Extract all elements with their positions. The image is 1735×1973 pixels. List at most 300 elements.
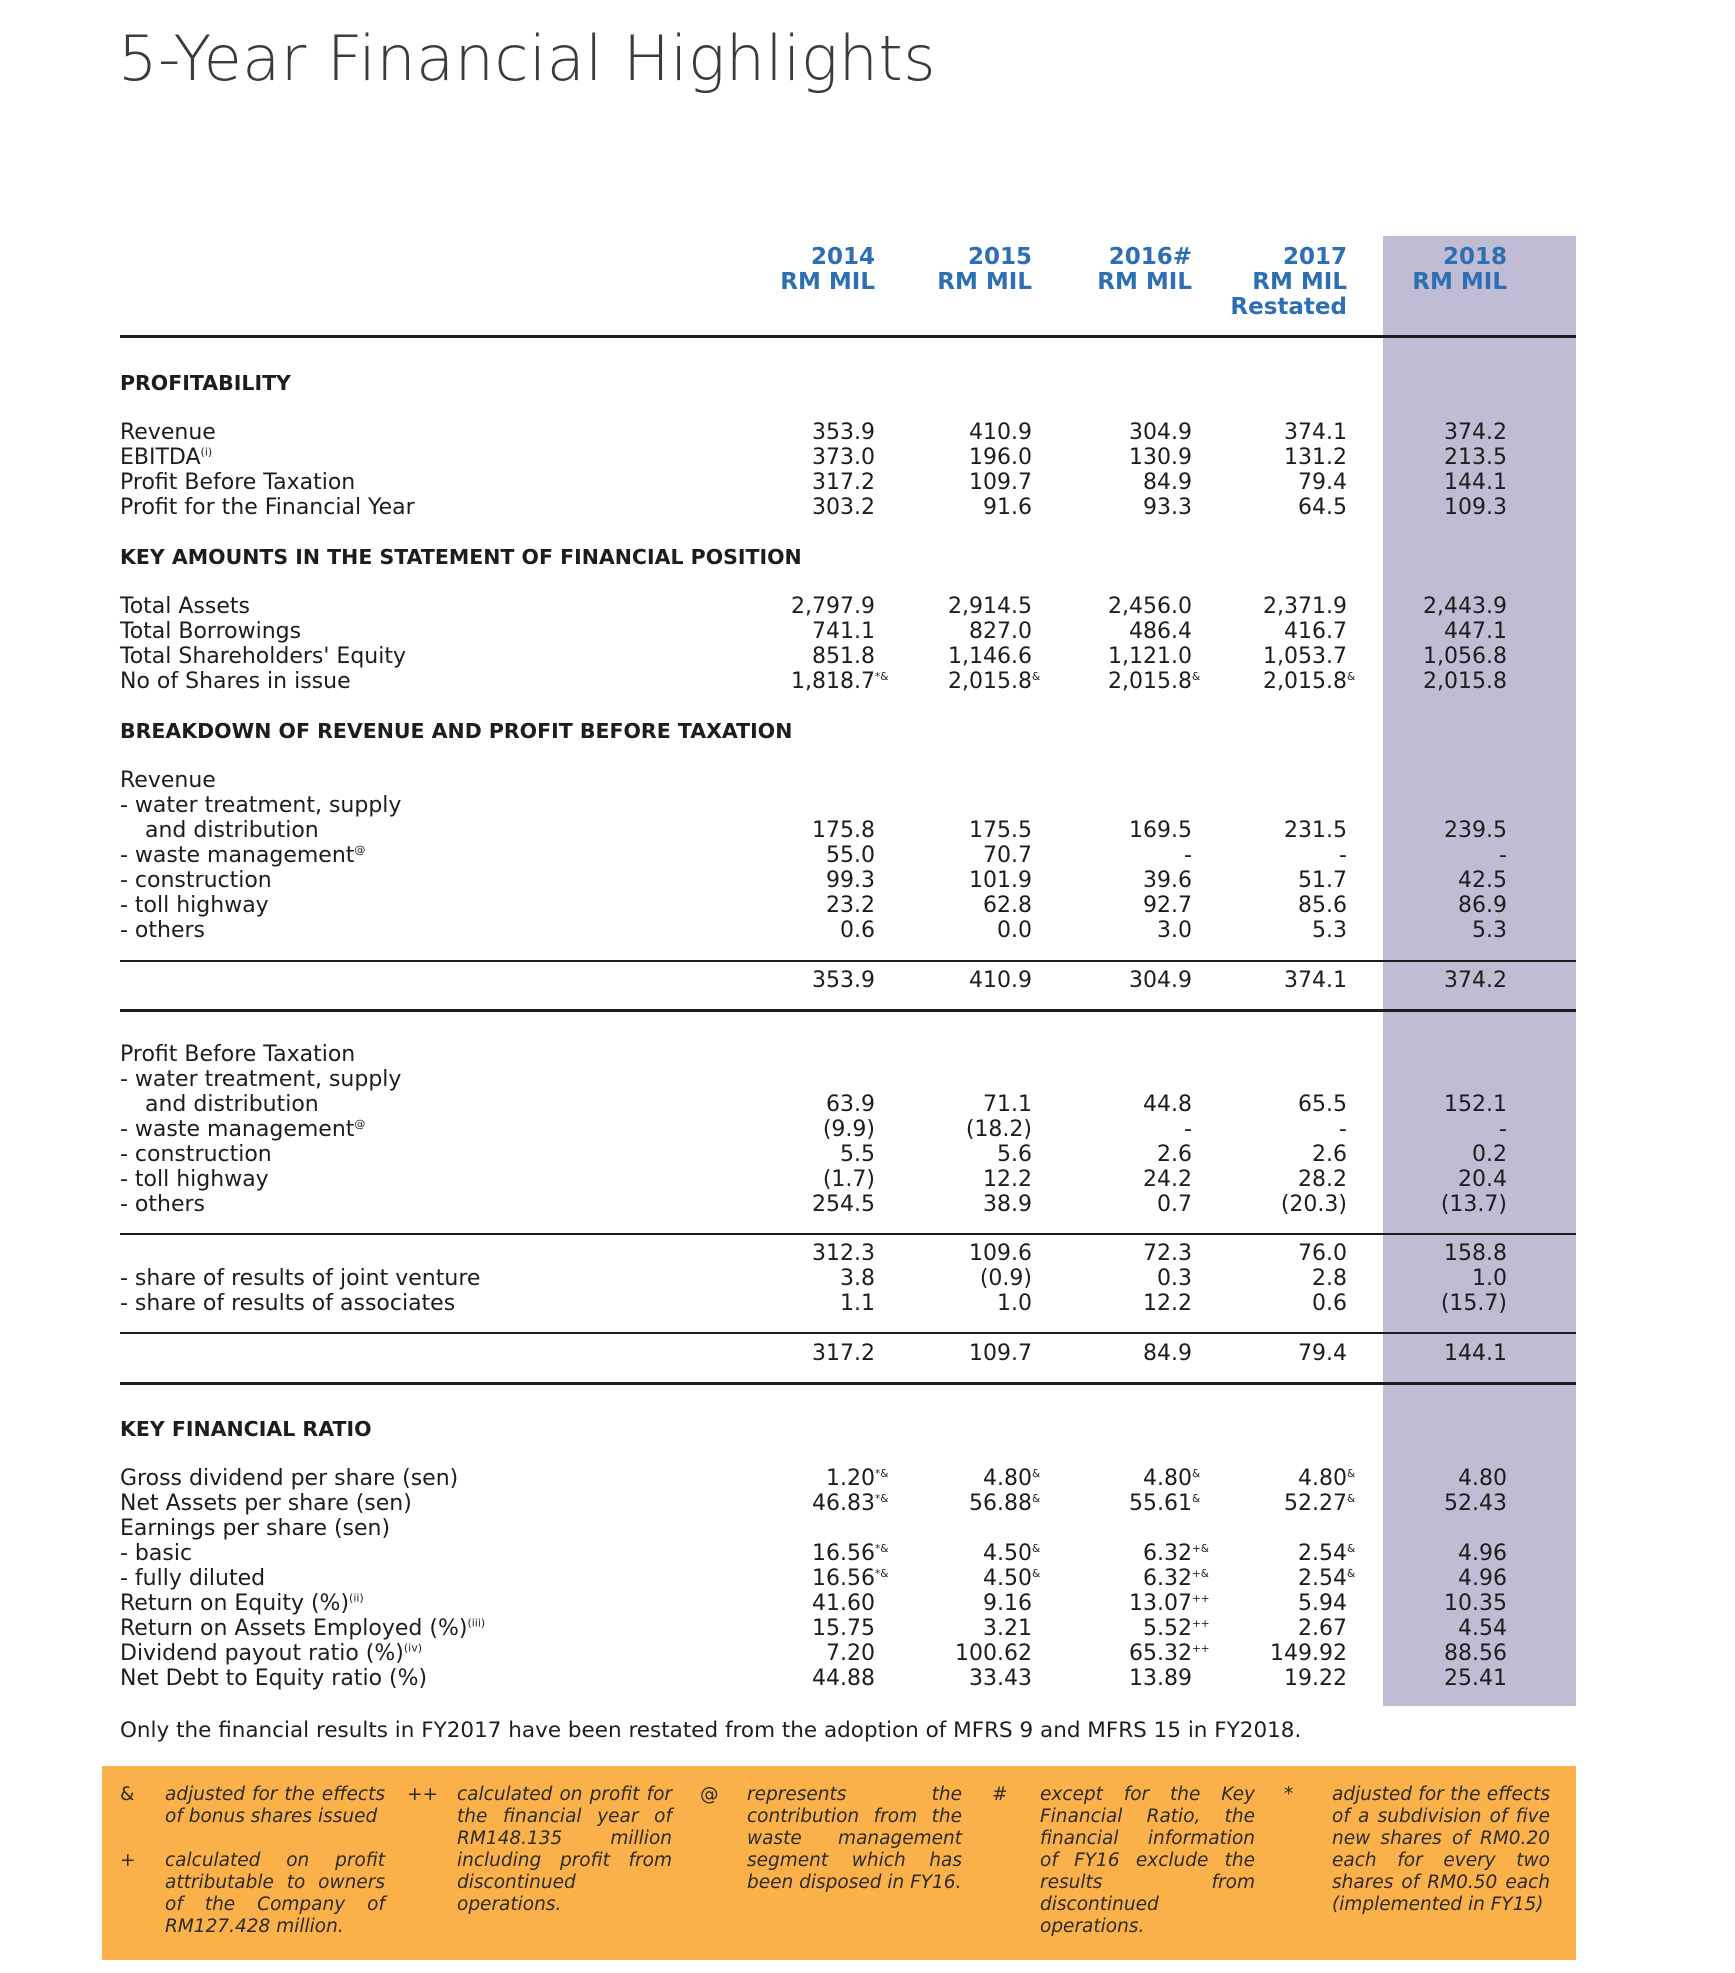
value-cell: 46.83*&: [812, 1491, 889, 1516]
footnote-text: [165, 1784, 385, 1828]
value-cell: [705, 893, 875, 918]
footnote-text: [1040, 1784, 1255, 1938]
value-text: 1,121.0: [1108, 644, 1192, 669]
label-text: - others: [120, 918, 206, 943]
value-text: 2.6: [1157, 1142, 1192, 1167]
value-text: 254.5: [812, 1192, 875, 1217]
value-cell: [1177, 1092, 1347, 1117]
value-cell: [705, 1092, 875, 1117]
value-cell: [705, 1241, 875, 1266]
value-text: 4.80: [1298, 1466, 1347, 1491]
value-text: 4.80: [983, 1466, 1032, 1491]
value-text: 131.2: [1284, 445, 1347, 470]
footnote-symbol: #: [992, 1784, 1008, 1805]
value-text: 447.1: [1444, 619, 1507, 644]
row-label: [120, 1491, 412, 1516]
value-text: 20.4: [1458, 1167, 1507, 1192]
value-cell: [705, 1167, 875, 1192]
value-cell: [705, 1616, 875, 1641]
value-cell: 52.27&: [1284, 1491, 1356, 1516]
value-text: 71.1: [983, 1092, 1032, 1117]
value-cell: [1022, 1092, 1192, 1117]
value-cell: [1177, 619, 1347, 644]
value-text: 416.7: [1284, 619, 1347, 644]
value-text: 312.3: [812, 1241, 875, 1266]
value-cell: [1022, 1192, 1192, 1217]
value-cell: [1177, 1167, 1347, 1192]
value-text: 5.94: [1298, 1591, 1347, 1616]
value-text: 44.88: [812, 1666, 875, 1691]
value-cell: [1022, 644, 1192, 669]
value-cell: [862, 968, 1032, 993]
label-text: Net Debt to Equity ratio (%): [120, 1666, 428, 1691]
value-cell: [1022, 1516, 1192, 1541]
value-text: -: [1339, 843, 1347, 868]
row-label: [120, 893, 269, 918]
value-cell: [862, 1167, 1032, 1192]
breakdown-heading: [120, 1042, 355, 1067]
value-cell: [1177, 1341, 1347, 1366]
value-text: 76.0: [1298, 1241, 1347, 1266]
value-text: -: [1339, 1117, 1347, 1142]
value-text: 42.5: [1458, 868, 1507, 893]
value-cell: [705, 445, 875, 470]
column-unit: RM MIL: [780, 269, 875, 295]
footnote-symbol: @: [700, 1784, 719, 1805]
value-cell: [1337, 1616, 1507, 1641]
value-cell: [1177, 1516, 1347, 1541]
row-label: [120, 1067, 401, 1092]
value-cell: [1022, 445, 1192, 470]
value-text: 317.2: [812, 1341, 875, 1366]
footnote-text: [165, 1850, 385, 1938]
value-cell: [1177, 1192, 1347, 1217]
value-text: 0.2: [1472, 1142, 1507, 1167]
value-cell: [1177, 868, 1347, 893]
value-cell: [705, 843, 875, 868]
value-text: 33.43: [969, 1666, 1032, 1691]
value-text: 6.32: [1143, 1541, 1192, 1566]
value-text: 25.41: [1444, 1666, 1507, 1691]
value-text: 7.20: [826, 1641, 875, 1666]
value-text: 100.62: [955, 1641, 1032, 1666]
value-text: 2,456.0: [1108, 594, 1192, 619]
value-cell: [862, 1266, 1032, 1291]
value-cell: [1022, 495, 1192, 520]
breakdown-heading: [120, 768, 216, 793]
value-text: 1.0: [997, 1291, 1032, 1316]
value-cell: [1337, 1291, 1507, 1316]
value-cell: [705, 619, 875, 644]
value-text: 109.7: [969, 1341, 1032, 1366]
value-text: 1.1: [840, 1291, 875, 1316]
value-cell: 6.32+&: [1143, 1541, 1209, 1566]
value-text: 92.7: [1143, 893, 1192, 918]
label-footnote-mark: @: [354, 1117, 366, 1131]
value-cell: [1022, 818, 1192, 843]
value-text: 13.89: [1129, 1666, 1192, 1691]
value-cell: [862, 495, 1032, 520]
value-cell: [705, 1666, 875, 1691]
label-text: Revenue: [120, 768, 216, 793]
footnote-paragraph: calculated on profit attributable to owners of the Company of RM127.428 million.: [165, 1850, 385, 1937]
value-text: 99.3: [826, 868, 875, 893]
value-text: 5.5: [840, 1142, 875, 1167]
value-text: 0.0: [997, 918, 1032, 943]
label-text: Return on Equity (%): [120, 1591, 350, 1616]
value-text: 353.9: [812, 420, 875, 445]
label-text: - construction: [120, 868, 272, 893]
value-text: 2,015.8: [1263, 669, 1347, 694]
row-label: [120, 1516, 390, 1541]
value-cell: [1177, 1241, 1347, 1266]
value-text: 4.96: [1458, 1566, 1507, 1591]
value-cell: 16.56*&: [812, 1541, 889, 1566]
value-text: 2,015.8: [1108, 669, 1192, 694]
value-cell: [862, 1092, 1032, 1117]
label-footnote-mark: @: [354, 843, 366, 857]
row-label: [120, 793, 401, 818]
label-footnote-mark: (ii): [349, 1591, 364, 1605]
header-divider: [120, 335, 1576, 338]
label-text: and distribution: [145, 818, 319, 843]
row-label: [120, 470, 355, 495]
value-cell: [1022, 918, 1192, 943]
value-cell: 2,015.8&: [1263, 669, 1356, 694]
value-cell: 65.32++: [1129, 1641, 1210, 1666]
value-text: 65.32: [1129, 1641, 1192, 1666]
value-cell: [1337, 868, 1507, 893]
value-text: 93.3: [1143, 495, 1192, 520]
revenue-subtotal-rule: [120, 960, 1576, 962]
value-text: 374.2: [1444, 968, 1507, 993]
row-label: [120, 495, 415, 520]
row-label: [120, 1466, 458, 1491]
value-text: 51.7: [1298, 868, 1347, 893]
value-text: 239.5: [1444, 818, 1507, 843]
row-label: [120, 1117, 365, 1142]
value-cell: [1337, 1192, 1507, 1217]
section-ratio: KEY FINANCIAL RATIO: [120, 1417, 372, 1441]
value-text: 851.8: [812, 644, 875, 669]
value-cell: [1022, 470, 1192, 495]
value-text: 175.8: [812, 818, 875, 843]
value-cell: [705, 1591, 875, 1616]
value-text: 10.35: [1444, 1591, 1507, 1616]
value-text: 46.83: [812, 1491, 875, 1516]
row-label: [120, 594, 250, 619]
value-text: 63.9: [826, 1092, 875, 1117]
value-cell: [862, 1666, 1032, 1691]
value-text: 9.16: [983, 1591, 1032, 1616]
value-cell: [1022, 619, 1192, 644]
value-cell: [1177, 1641, 1347, 1666]
column-header-2017: [1177, 245, 1347, 320]
value-text: 38.9: [983, 1192, 1032, 1217]
value-cell: [1022, 1142, 1192, 1167]
footnotes-box: [102, 1766, 1576, 1960]
value-cell: [1177, 893, 1347, 918]
value-cell: [1177, 1117, 1347, 1142]
value-text: 85.6: [1298, 893, 1347, 918]
value-cell: [1337, 1591, 1507, 1616]
page-title: 5-Year Financial Highlights: [118, 22, 937, 95]
value-cell: [1177, 1142, 1347, 1167]
value-cell: [1337, 644, 1507, 669]
value-cell: [1337, 669, 1507, 694]
value-cell: [1022, 1241, 1192, 1266]
label-text: - construction: [120, 1142, 272, 1167]
row-label: [120, 1291, 455, 1316]
value-text: 70.7: [983, 843, 1032, 868]
value-cell: [1177, 470, 1347, 495]
value-text: 2.6: [1312, 1142, 1347, 1167]
pbt-subtotal-rule: [120, 1233, 1576, 1235]
value-cell: [705, 868, 875, 893]
label-footnote-mark: (i): [200, 445, 213, 459]
value-text: 109.6: [969, 1241, 1032, 1266]
footnote-paragraph: except for the Key Financial Ratio, the financial information of FY16 exclude the results from discontinued operations.: [1040, 1784, 1255, 1937]
value-text: 303.2: [812, 495, 875, 520]
section-key-amounts: KEY AMOUNTS IN THE STATEMENT OF FINANCIAL POSITION: [120, 545, 802, 569]
value-text: 4.80: [1458, 1466, 1507, 1491]
value-cell: [862, 1591, 1032, 1616]
row-label: [120, 1616, 485, 1641]
row-label-continued: [145, 818, 319, 843]
label-text: - waste management: [120, 1117, 355, 1142]
value-text: 2.54: [1298, 1566, 1347, 1591]
value-text: 52.43: [1444, 1491, 1507, 1516]
value-text: (0.9): [979, 1266, 1032, 1291]
column-header-2014: [705, 245, 875, 295]
value-text: 827.0: [969, 619, 1032, 644]
column-header-2015: [862, 245, 1032, 295]
value-cell: [1337, 1241, 1507, 1266]
value-cell: [1337, 1541, 1507, 1566]
value-cell: [1337, 1466, 1507, 1491]
value-text: 109.3: [1444, 495, 1507, 520]
value-cell: [1337, 420, 1507, 445]
value-text: 15.75: [812, 1616, 875, 1641]
value-cell: [1337, 843, 1507, 868]
label-footnote-mark: (iv): [403, 1641, 423, 1655]
value-text: 2,371.9: [1263, 594, 1347, 619]
value-cell: [862, 594, 1032, 619]
value-cell: 4.80&: [1298, 1466, 1356, 1491]
column-unit: RM MIL: [937, 269, 1032, 295]
value-cell: [1337, 495, 1507, 520]
value-cell: [1177, 1291, 1347, 1316]
column-unit: RM MIL: [1252, 269, 1347, 295]
row-label: [120, 1541, 192, 1566]
value-cell: [705, 1117, 875, 1142]
value-cell: [862, 445, 1032, 470]
value-text: 56.88: [969, 1491, 1032, 1516]
value-text: 149.92: [1270, 1641, 1347, 1666]
value-cell: [705, 1341, 875, 1366]
value-text: 84.9: [1143, 1341, 1192, 1366]
label-text: - water treatment, supply: [120, 793, 402, 818]
row-label: [120, 1266, 480, 1291]
label-footnote-mark: (iii): [467, 1616, 486, 1630]
value-cell: [1337, 1117, 1507, 1142]
value-text: 84.9: [1143, 470, 1192, 495]
value-cell: [1022, 1341, 1192, 1366]
footnote-symbol: ++: [407, 1784, 439, 1805]
value-text: 0.3: [1157, 1266, 1192, 1291]
value-text: -: [1499, 1117, 1507, 1142]
value-cell: [1177, 594, 1347, 619]
value-cell: [1337, 1641, 1507, 1666]
value-text: 5.3: [1312, 918, 1347, 943]
value-cell: [1177, 843, 1347, 868]
label-text: and distribution: [145, 1092, 319, 1117]
label-text: - waste management: [120, 843, 355, 868]
value-text: 16.56: [812, 1566, 875, 1591]
value-cell: 56.88&: [969, 1491, 1041, 1516]
value-text: 374.1: [1284, 420, 1347, 445]
value-text: 4.50: [983, 1541, 1032, 1566]
value-text: 79.4: [1298, 1341, 1347, 1366]
value-text: (15.7): [1440, 1291, 1507, 1316]
value-cell: [1022, 594, 1192, 619]
value-cell: 16.56*&: [812, 1566, 889, 1591]
value-text: 19.22: [1284, 1666, 1347, 1691]
value-cell: [1177, 495, 1347, 520]
value-cell: [705, 644, 875, 669]
value-cell: [705, 420, 875, 445]
value-text: 0.6: [840, 918, 875, 943]
row-label: [120, 445, 212, 470]
value-cell: [1177, 918, 1347, 943]
value-text: 6.32: [1143, 1566, 1192, 1591]
value-text: 169.5: [1129, 818, 1192, 843]
value-text: 88.56: [1444, 1641, 1507, 1666]
value-text: 2.67: [1298, 1616, 1347, 1641]
label-text: - share of results of associates: [120, 1291, 456, 1316]
value-text: 3.0: [1157, 918, 1192, 943]
value-text: -: [1499, 843, 1507, 868]
value-cell: [1337, 893, 1507, 918]
column-note: Restated: [1230, 294, 1347, 320]
value-cell: [1337, 1566, 1507, 1591]
value-text: 1,146.6: [948, 644, 1032, 669]
value-text: 1,056.8: [1423, 644, 1507, 669]
value-cell: 2.54&: [1298, 1541, 1356, 1566]
value-cell: [705, 1291, 875, 1316]
value-text: 144.1: [1444, 470, 1507, 495]
value-cell: [1177, 1616, 1347, 1641]
value-cell: [1177, 1666, 1347, 1691]
footnote-paragraph: represents the contribution from the waste management segment which has been disposed in FY16.: [747, 1784, 962, 1893]
label-text: Earnings per share (sen): [120, 1516, 391, 1541]
label-text: - water treatment, supply: [120, 1067, 402, 1092]
value-text: 101.9: [969, 868, 1032, 893]
footnote-paragraph: adjusted for the effects of bonus shares issued: [165, 1784, 385, 1827]
value-text: 16.56: [812, 1541, 875, 1566]
value-text: 2,443.9: [1423, 594, 1507, 619]
footnote-text: [457, 1784, 672, 1916]
column-year: 2017: [1282, 244, 1347, 270]
label-text: - others: [120, 1192, 206, 1217]
value-cell: [862, 818, 1032, 843]
restatement-note: Only the financial results in FY2017 have been restated from the adoption of MFRS 9 and MFRS 15 in FY2018.: [120, 1718, 1302, 1743]
value-text: -: [1184, 843, 1192, 868]
value-cell: [1177, 818, 1347, 843]
value-cell: [1337, 594, 1507, 619]
column-unit: RM MIL: [1412, 269, 1507, 295]
value-cell: 5.52++: [1143, 1616, 1210, 1641]
value-cell: [862, 843, 1032, 868]
value-text: 3.8: [840, 1266, 875, 1291]
row-label: [120, 1591, 364, 1616]
value-text: 2,015.8: [948, 669, 1032, 694]
value-cell: [1337, 470, 1507, 495]
value-cell: 6.32+&: [1143, 1566, 1209, 1591]
value-cell: [1177, 968, 1347, 993]
value-text: 741.1: [812, 619, 875, 644]
value-text: 373.0: [812, 445, 875, 470]
value-cell: [1337, 1092, 1507, 1117]
column-header-2016: [1022, 245, 1192, 295]
value-cell: [1337, 1167, 1507, 1192]
label-text: Total Shareholders' Equity: [120, 644, 406, 669]
revenue-total-rule: [120, 1009, 1576, 1012]
value-text: (20.3): [1280, 1192, 1347, 1217]
value-cell: [1022, 893, 1192, 918]
value-cell: [1337, 1491, 1507, 1516]
value-cell: [705, 495, 875, 520]
row-label: [120, 619, 301, 644]
value-text: 62.8: [983, 893, 1032, 918]
value-cell: [862, 1516, 1032, 1541]
value-cell: [862, 1616, 1032, 1641]
value-text: 2.8: [1312, 1266, 1347, 1291]
value-text: 86.9: [1458, 893, 1507, 918]
value-text: 353.9: [812, 968, 875, 993]
value-text: 12.2: [1143, 1291, 1192, 1316]
value-cell: [1177, 1591, 1347, 1616]
value-cell: [862, 1641, 1032, 1666]
label-text: Return on Assets Employed (%): [120, 1616, 468, 1641]
value-text: 213.5: [1444, 445, 1507, 470]
row-label: [120, 1167, 269, 1192]
value-cell: 2,015.8&: [1108, 669, 1201, 694]
value-text: -: [1184, 1117, 1192, 1142]
value-cell: [1337, 445, 1507, 470]
row-label: [120, 1641, 422, 1666]
row-label: [120, 843, 365, 868]
value-cell: [1022, 1666, 1192, 1691]
value-text: 13.07: [1129, 1591, 1192, 1616]
row-label: [120, 644, 406, 669]
label-text: Gross dividend per share (sen): [120, 1466, 459, 1491]
value-text: 1,053.7: [1263, 644, 1347, 669]
row-label: [120, 420, 216, 445]
value-text: 374.1: [1284, 968, 1347, 993]
value-text: 91.6: [983, 495, 1032, 520]
value-cell: [705, 1142, 875, 1167]
value-text: 4.50: [983, 1566, 1032, 1591]
value-text: 2,015.8: [1423, 669, 1507, 694]
row-label-continued: [145, 1092, 319, 1117]
value-cell: [1337, 818, 1507, 843]
value-cell: [862, 1291, 1032, 1316]
value-text: 317.2: [812, 470, 875, 495]
value-cell: 4.50&: [983, 1566, 1041, 1591]
value-cell: [1022, 868, 1192, 893]
footnote-paragraph: adjusted for the effects of a subdivision of five new shares of RM0.20 each for every two shares of RM0.50 each (implemented in FY15): [1332, 1784, 1550, 1915]
